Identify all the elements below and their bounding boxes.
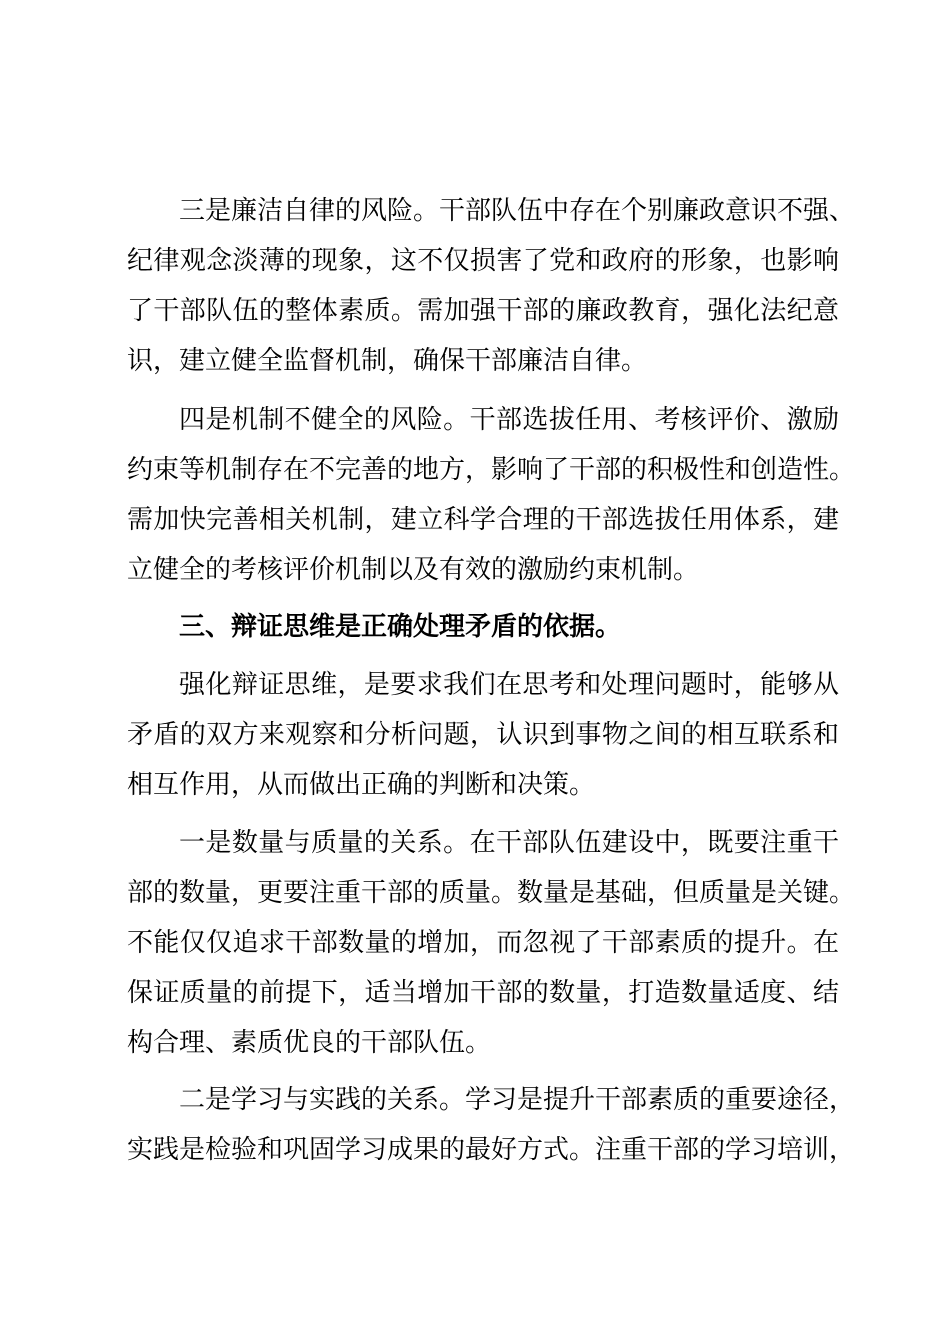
text-line: 识，建立健全监督机制，确保干部廉洁自律。 xyxy=(127,346,648,376)
paragraph-dialectical-thinking xyxy=(127,660,839,810)
text-line: 一是数量与质量的关系。在干部队伍建设中，既要注重干 xyxy=(179,828,839,858)
text-line: 保证质量的前提下，适当增加干部的数量，打造数量适度、结 xyxy=(127,978,839,1008)
text-line: 了干部队伍的整体素质。需加强干部的廉政教育，强化法纪意 xyxy=(127,296,839,326)
text-line: 需加快完善相关机制，建立科学合理的干部选拔任用体系，建 xyxy=(127,505,839,535)
text-line: 四是机制不健全的风险。干部选拔任用、考核评价、激励 xyxy=(179,405,839,435)
text-line: 强化辩证思维，是要求我们在思考和处理问题时，能够从 xyxy=(179,670,839,700)
paragraph-integrity-risk xyxy=(127,186,856,386)
paragraph-mechanism-risk xyxy=(127,395,856,595)
text-line: 不能仅仅追求干部数量的增加，而忽视了干部素质的提升。在 xyxy=(127,928,839,958)
text-line: 实践是检验和巩固学习成果的最好方式。注重干部的学习培训， xyxy=(127,1135,856,1165)
heading-text: 三、辩证思维是正确处理矛盾的依据。 xyxy=(179,612,622,642)
text-line: 纪律观念淡薄的现象，这不仅损害了党和政府的形象，也影响 xyxy=(127,246,839,276)
text-line: 部的数量，更要注重干部的质量。数量是基础，但质量是关键。 xyxy=(127,878,856,908)
paragraph-learning-practice xyxy=(127,1075,856,1175)
paragraph-quantity-quality xyxy=(127,818,856,1068)
section-heading xyxy=(127,602,839,652)
text-line: 二是学习与实践的关系。学习是提升干部素质的重要途径， xyxy=(179,1085,856,1115)
text-line: 约束等机制存在不完善的地方，影响了干部的积极性和创造性。 xyxy=(127,455,856,485)
text-line: 矛盾的双方来观察和分析问题，认识到事物之间的相互联系和 xyxy=(127,720,839,750)
text-line: 三是廉洁自律的风险。干部队伍中存在个别廉政意识不强、 xyxy=(179,196,856,226)
text-line: 立健全的考核评价机制以及有效的激励约束机制。 xyxy=(127,555,700,585)
text-line: 构合理、素质优良的干部队伍。 xyxy=(127,1028,492,1058)
text-line: 相互作用，从而做出正确的判断和决策。 xyxy=(127,770,596,800)
